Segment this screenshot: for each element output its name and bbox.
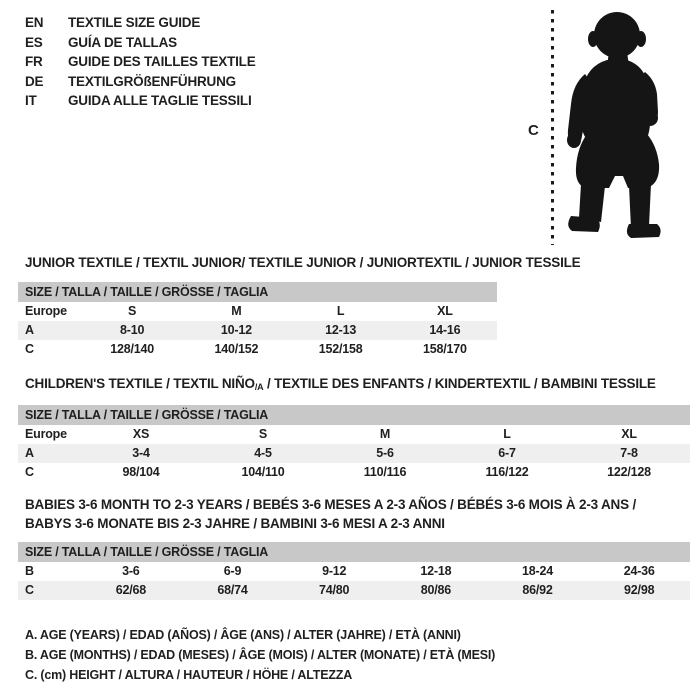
height-cell: 104/110 [241, 465, 285, 479]
height-cell: 110/116 [363, 465, 407, 479]
footnote-a: A. AGE (YEARS) / EDAD (AÑOS) / ÂGE (ANS) / ALTER (JAHRE) / ETÀ (ANNI) [25, 628, 461, 642]
language-code: DE [25, 73, 44, 89]
babies-title-line2: BABYS 3-6 MONATE BIS 2-3 JAHRE / BAMBINI 3-6 MESI A 2-3 ANNI [25, 516, 445, 531]
height-cell: 80/86 [420, 583, 451, 597]
size-cell: XL [621, 427, 637, 441]
size-cell: S [128, 304, 137, 318]
babies-size-table [18, 542, 690, 600]
height-cell: 128/140 [110, 342, 155, 356]
age-cell: 6-9 [223, 564, 242, 578]
age-cell: 3-4 [132, 446, 150, 460]
language-label: GUÍA DE TALLAS [68, 34, 177, 50]
height-cell: 122/128 [607, 465, 651, 479]
age-cell: 9-12 [322, 564, 347, 578]
row-label: C [25, 465, 34, 479]
junior-section-title: JUNIOR TEXTILE / TEXTIL JUNIOR/ TEXTILE JUNIOR / JUNIORTEXTIL / JUNIOR TESSILE [25, 255, 581, 270]
language-code: IT [25, 93, 37, 108]
table-row-age [18, 321, 497, 340]
size-cell: M [231, 304, 242, 318]
language-label: GUIDE DES TAILLES TEXTILE [68, 54, 256, 69]
size-cell: L [503, 427, 511, 441]
height-cell: 86/92 [522, 583, 553, 597]
language-row-it [25, 91, 256, 111]
size-cell: M [379, 427, 391, 441]
age-cell: 24-36 [623, 564, 655, 578]
babies-section-title [25, 495, 636, 533]
table-row-age [18, 444, 690, 463]
children-size-table [18, 405, 690, 482]
language-label: TEXTILE SIZE GUIDE [68, 15, 201, 30]
junior-size-table [18, 282, 497, 359]
height-cell: 152/158 [318, 342, 363, 356]
height-cell: 116/122 [485, 465, 529, 479]
age-cell: 14-16 [429, 323, 461, 337]
height-cell: 158/170 [422, 342, 467, 356]
babies-title-line1: BABIES 3-6 MONTH TO 2-3 YEARS / BEBÉS 3-6 MESES A 2-3 AÑOS / BÉBÉS 3-6 MOIS À 2-3 ANS / [25, 497, 636, 512]
height-cell: 62/68 [115, 583, 146, 597]
table-row-height [18, 463, 690, 482]
age-cell: 5-6 [376, 446, 394, 460]
language-row-es [25, 33, 256, 53]
age-cell: 7-8 [620, 446, 638, 460]
age-cell: 10-12 [220, 323, 252, 337]
footnote-c: C. (cm) HEIGHT / ALTURA / HAUTEUR / HÖHE / ALTEZZA [25, 668, 353, 682]
row-label: A [25, 446, 34, 460]
children-section-title [25, 374, 656, 397]
size-header-bar: SIZE / TALLA / TAILLE / GRÖSSE / TAGLIA [18, 405, 690, 425]
language-label: TEXTILGRÖßENFÜHRUNG [68, 73, 236, 89]
age-cell: 6-7 [498, 446, 516, 460]
height-measure-dashed-line [551, 10, 554, 245]
height-cell: 68/74 [217, 583, 248, 597]
height-cell: 140/152 [214, 342, 259, 356]
age-cell: 4-5 [254, 446, 272, 460]
age-cell: 8-10 [120, 323, 145, 337]
height-cell: 92/98 [624, 583, 655, 597]
size-cell: XL [437, 304, 453, 318]
row-label: A [25, 323, 34, 337]
size-cell: XS [132, 427, 150, 441]
toddler-silhouette-icon [565, 10, 665, 245]
size-cell: L [336, 304, 345, 318]
language-code: EN [25, 15, 44, 30]
children-title-pre: CHILDREN'S TEXTILE / TEXTIL NIÑO [25, 376, 255, 391]
language-code: FR [25, 54, 43, 69]
size-header-bar: SIZE / TALLA / TAILLE / GRÖSSE / TAGLIA [18, 282, 497, 302]
height-measure-label: C [528, 122, 539, 139]
language-code: ES [25, 34, 43, 50]
children-title-subscript: /A [254, 382, 264, 392]
row-label: B [25, 564, 34, 578]
size-cell: S [258, 427, 268, 441]
language-row-fr [25, 52, 256, 72]
table-row-height [18, 581, 690, 600]
table-row-europe [18, 425, 690, 444]
table-row-height [18, 340, 497, 359]
table-row-europe [18, 302, 497, 321]
table-row-age-months [18, 562, 690, 581]
language-row-en [25, 13, 256, 33]
age-cell: 3-6 [122, 564, 140, 578]
age-cell: 12-13 [325, 323, 357, 337]
size-header-bar: SIZE / TALLA / TAILLE / GRÖSSE / TAGLIA [18, 542, 690, 562]
language-row-de [25, 72, 256, 92]
height-cell: 74/80 [319, 583, 350, 597]
row-label: Europe [25, 304, 67, 318]
language-label: GUIDA ALLE TAGLIE TESSILI [68, 93, 252, 108]
age-cell: 18-24 [522, 564, 554, 578]
age-cell: 12-18 [420, 564, 452, 578]
row-label: Europe [25, 427, 67, 441]
children-title-post: / TEXTILE DES ENFANTS / KINDERTEXTIL / BAMBINI TESSILE [263, 376, 656, 391]
footnotes [25, 625, 495, 685]
row-label: C [25, 342, 34, 356]
height-cell: 98/104 [122, 465, 160, 479]
language-list [25, 13, 256, 111]
footnote-b: B. AGE (MONTHS) / EDAD (MESES) / ÂGE (MOIS) / ALTER (MONATE) / ETÀ (MESI) [25, 648, 496, 662]
row-label: C [25, 583, 34, 597]
